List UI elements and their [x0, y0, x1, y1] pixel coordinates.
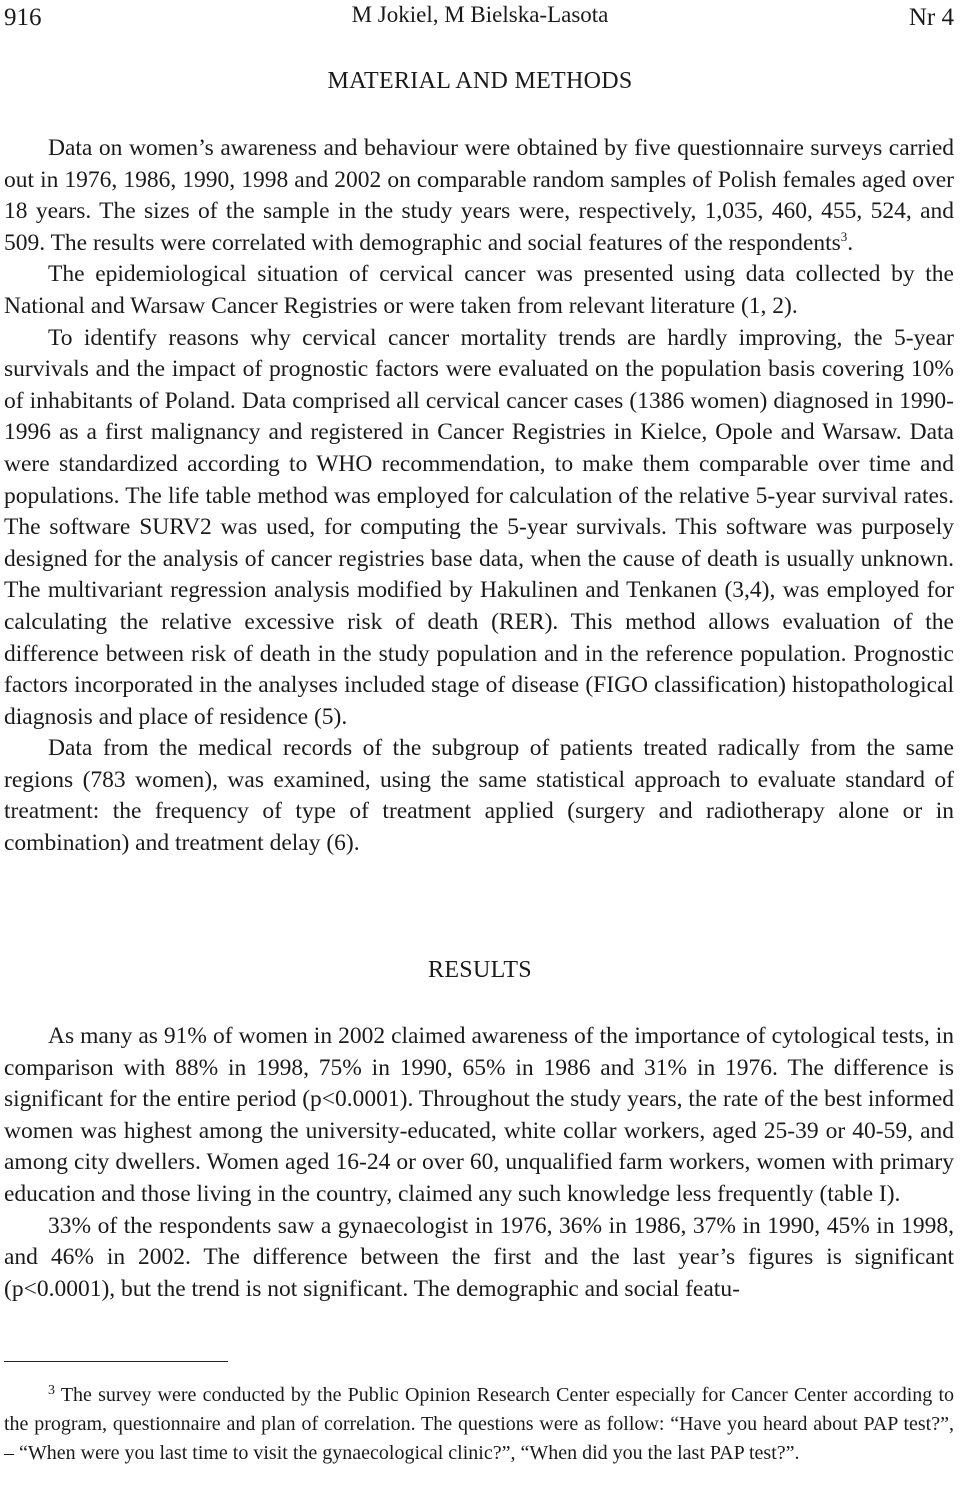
issue-number: Nr 4	[908, 4, 954, 31]
results-body	[4, 1021, 954, 1305]
footnote-divider	[4, 1361, 228, 1362]
footnote	[4, 1381, 954, 1468]
page-number: 916	[4, 4, 42, 31]
results-paragraph-1: As many as 91% of women in 2002 claimed awareness of the importance of cytological tests, in comparison with 88% in 1998, 75% in 1990, 65% in 1986 and 31% in 1976. The difference is significant for the entire period (p<0.0001). Throughout the study years, the rate of the best informed women was highest among the university-educated, white collar workers, aged 25-39 or 40-59, and among city dwellers. Women aged 16-24 or over 60, unqualified farm workers, women with primary education and those living in the country, claimed any such knowledge less frequently (table I).	[4, 1023, 954, 1207]
methods-paragraph-1-text: Data on women’s awareness and behaviour were obtained by five questionnaire surveys carried out in 1976, 1986, 1990, 1998 and 2002 on comparable random samples of Polish females aged over 18 years. The sizes of the sample in the study years were, respectively, 1,035, 460, 455, 524, and 509. The results were correlated with demographic and social features of the respondents	[4, 135, 954, 256]
methods-paragraph-4: Data from the medical records of the subgroup of patients treated radically from the same regions (783 women), was examined, using the same statistical approach to evaluate standard of treatment: the frequency of type of treatment applied (surgery and radiotherapy alone or in combination) and treatment delay (6).	[4, 735, 954, 857]
methods-paragraph-3: To identify reasons why cervical cancer mortality trends are hardly improving, the 5-year survivals and the impact of prognostic factors were evaluated on the population basis covering 10% of inhabitants of Poland. Data comprised all cervical cancer cases (1386 women) diagnosed in 1990-1996 as a first malignancy and registered in Cancer Registries in Kielce, Opole and Warsaw. Data were standardized according to WHO recommendation, to make them comparable over time and populations. The life table method was employed for calculation of the relative 5-year survival rates. The software SURV2 was used, for computing the 5-year survivals. This software was purposely designed for the analysis of cancer registries base data, when the cause of death is usually unknown. The multivariant regression analysis modified by Hakulinen and Tenkanen (3,4), was employed for calculating the relative excessive risk of death (RER). This method allows evaluation of the difference between risk of death in the study population and in the reference population. Prognostic factors incorporated in the analyses included stage of disease (FIGO classification) histopathological diagnosis and place of residence (5).	[4, 324, 954, 730]
methods-paragraph-1-end: .	[847, 229, 854, 256]
footnote-paragraph	[4, 1381, 954, 1468]
running-head	[0, 2, 960, 36]
footnote-marker: 3	[48, 1383, 55, 1398]
methods-paragraph-2: The epidemiological situation of cervical cancer was presented using data collected by the National and Warsaw Cancer Registries or were taken from relevant literature (1, 2).	[4, 261, 954, 319]
footnote-reference: 3	[840, 228, 848, 244]
results-paragraph-2: 33% of the respondents saw a gynaecologist in 1976, 36% in 1986, 37% in 1990, 45% in 1998, and 46% in 2002. The difference between the first and the last year’s figures is significant (p<0.0001), but the trend is not significant. The demographic and social featu-	[4, 1212, 954, 1302]
methods-heading: MATERIAL AND METHODS	[327, 68, 633, 94]
footnote-text: The survey were conducted by the Public Opinion Research Center especially for Cancer Center according to the program, questionnaire and plan of correlation. The questions were as follow: “Have you heard about PAP test?”, – “When were you last time to visit the gynaecological clinic?”, “When did you the last PAP test?”.	[4, 1384, 955, 1464]
results-heading: RESULTS	[428, 957, 532, 983]
methods-paragraph-1	[4, 133, 954, 259]
methods-body	[4, 133, 954, 860]
running-head-authors: M Jokiel, M Bielska-Lasota	[351, 2, 609, 27]
